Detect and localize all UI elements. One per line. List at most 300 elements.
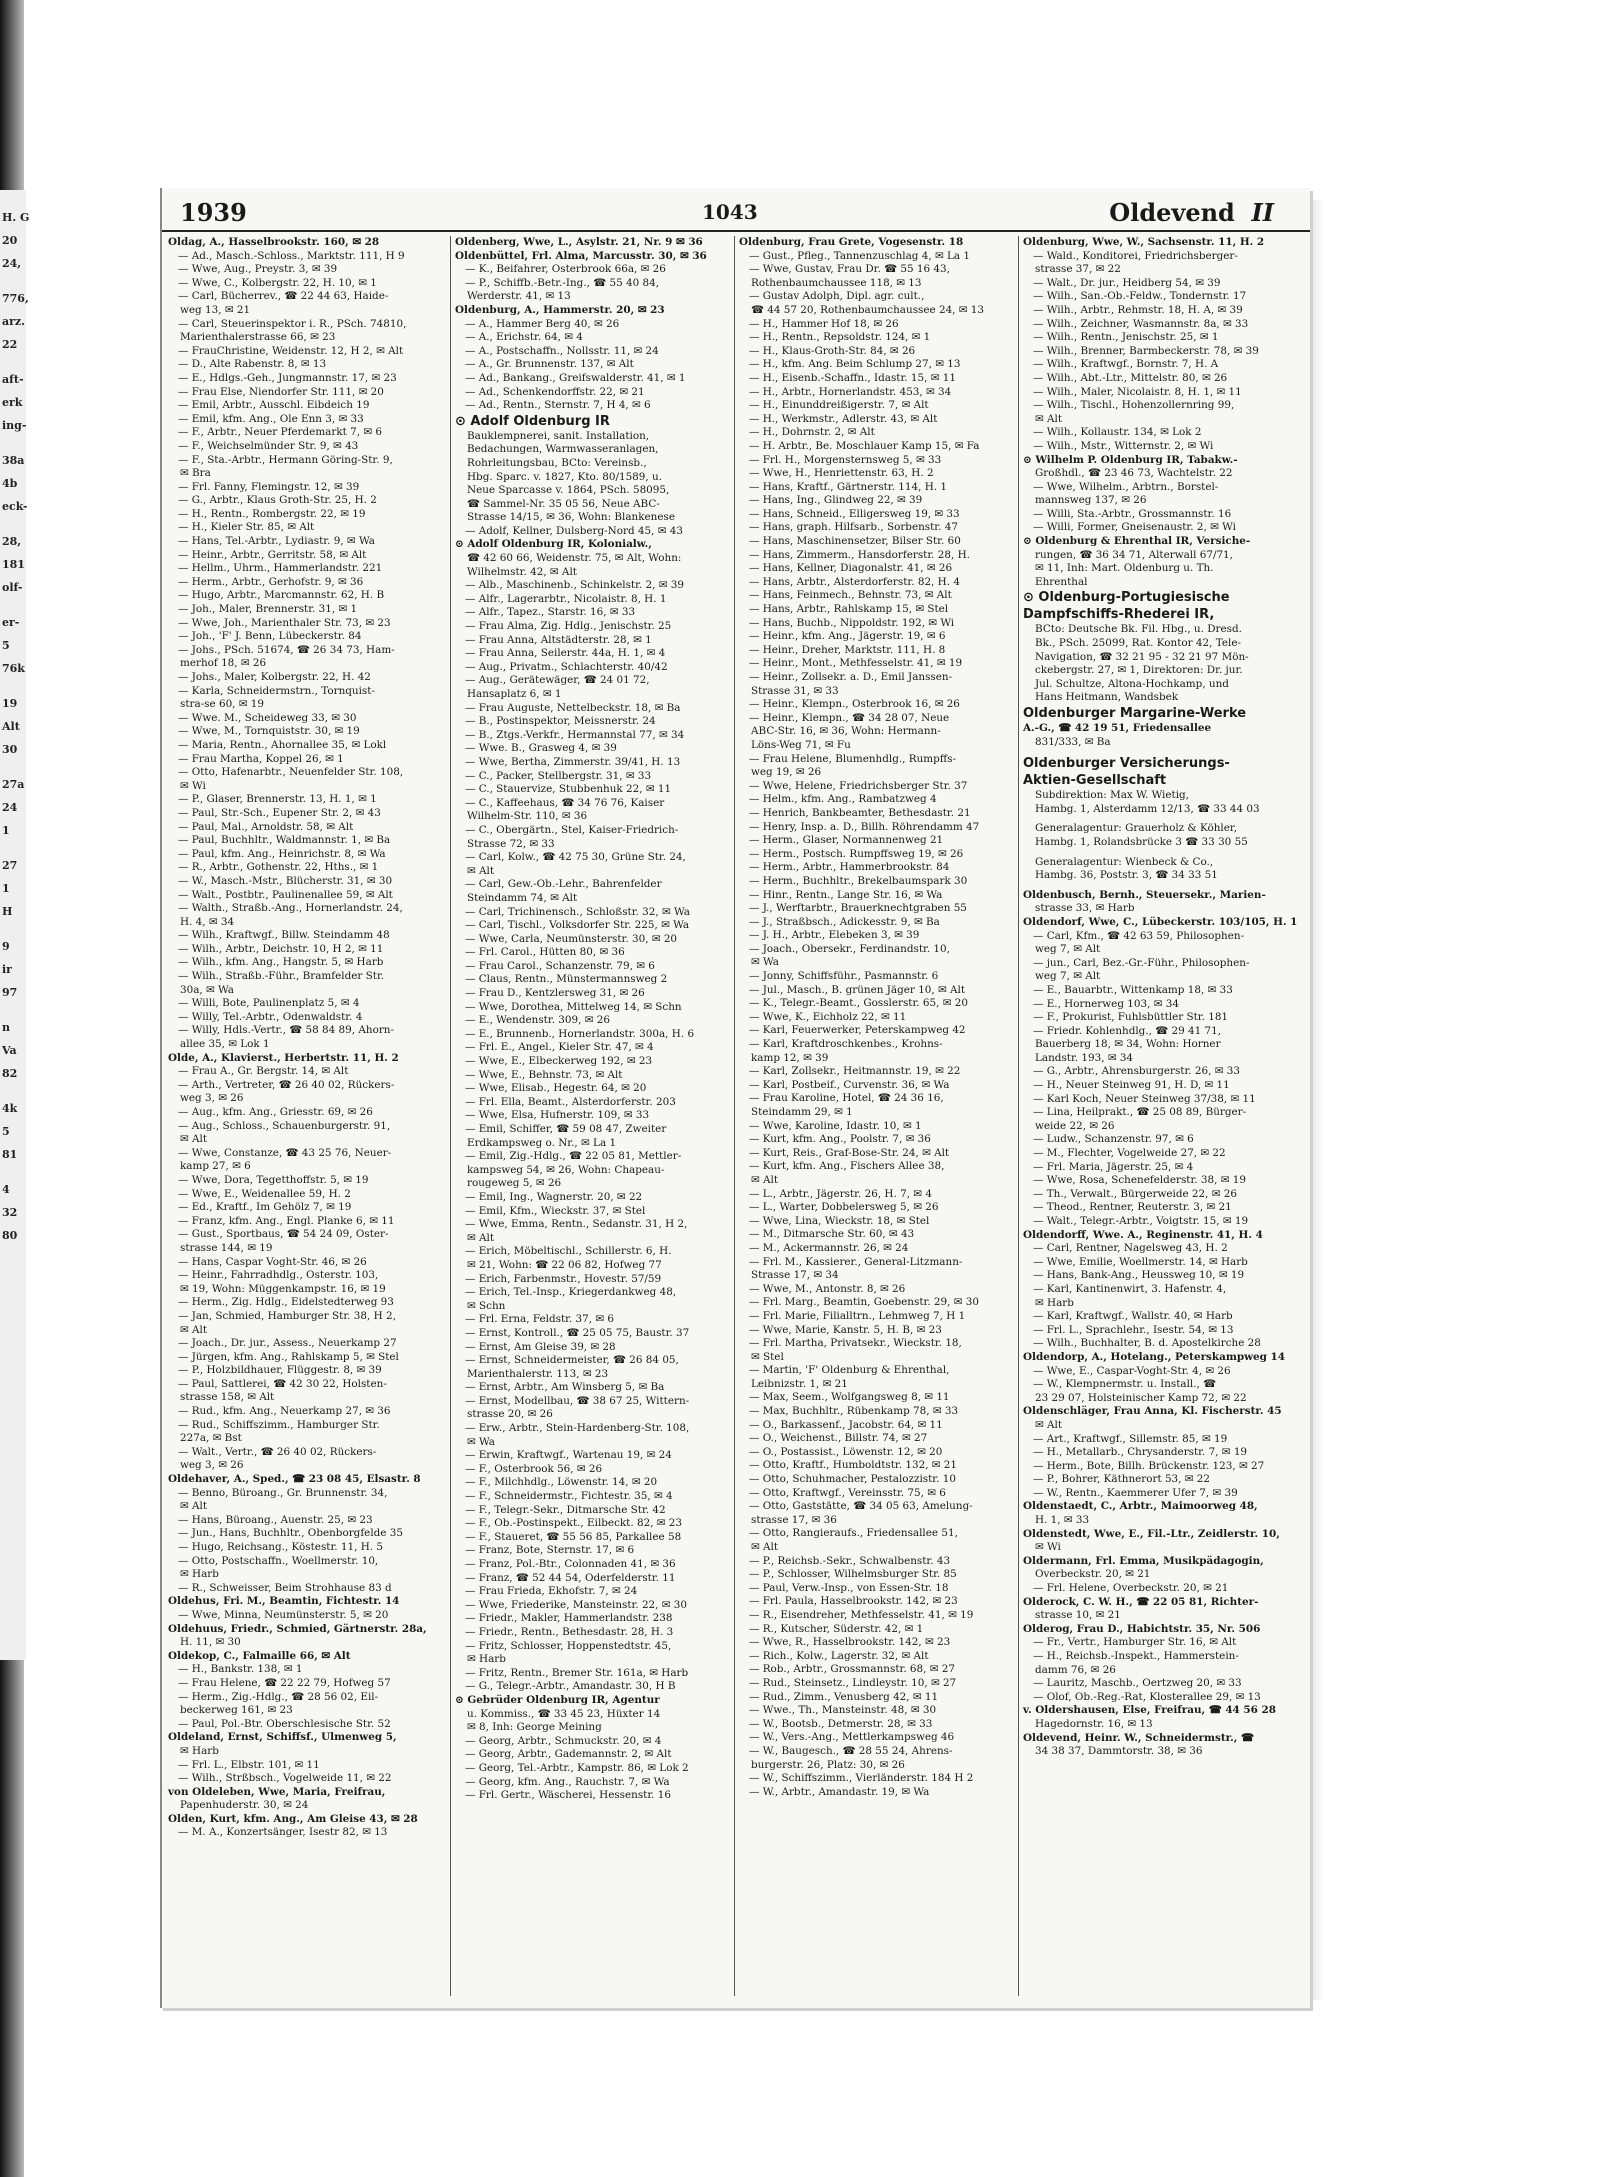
column-2 — [450, 236, 727, 1996]
directory-entry-line: Bk., PSch. 25099, Rat. Kontor 42, Tele- — [1035, 637, 1241, 650]
directory-entry-line: — Erich, Tel.-Insp., Kriegerdankweg 48, — [465, 1286, 677, 1299]
directory-entry-line: — E., Brunnenb., Hornerlandstr. 300a, H. 6 — [465, 1027, 695, 1040]
directory-entry-line: — Jan, Schmied, Hamburger Str. 38, H 2, — [178, 1309, 396, 1322]
directory-entry-line: — Otto, Rangieraufs., Friedensallee 51, — [749, 1527, 958, 1540]
directory-entry-line: — Aug., Privatm., Schlachterstr. 40/42 — [465, 660, 668, 673]
directory-entry-line: Bauerberg 18, ✉ 34, Wohn: Horner — [1035, 1038, 1221, 1051]
previous-page-fragment: 776, — [2, 292, 29, 305]
previous-page-fragment: 24 — [2, 801, 18, 814]
directory-entry-line: — Hans, Kellner, Diagonalstr. 41, ✉ 26 — [749, 562, 953, 575]
directory-entry-line: — Aug., Gerätewäger, ☎ 24 01 72, — [465, 674, 650, 687]
directory-entry-line: Oldenberg, Wwe, L., Asylstr. 21, Nr. 9 ✉ 36 — [455, 236, 703, 248]
previous-page-fragment: 24, — [2, 257, 22, 270]
directory-entry-line: — Frau Helene, Blumenhdlg., Rumpffs- — [749, 752, 957, 765]
directory-entry-line: Jul. Schultze, Altona-Hochkamp, und — [1035, 677, 1229, 690]
directory-entry-line: — J., Straßbsch., Adickesstr. 9, ✉ Ba — [749, 915, 940, 928]
previous-page-fragment: 19 — [2, 697, 18, 710]
directory-entry-line: — Herm., Buchhltr., Brekelbaumspark 30 — [749, 874, 968, 887]
directory-entry-line: Strasse 31, ✉ 33 — [751, 684, 839, 697]
directory-entry-line: v. Oldershausen, Else, Freifrau, ☎ 44 56 28 — [1023, 1704, 1276, 1717]
directory-entry-line: — Herm., Arbtr., Gerhofstr. 9, ✉ 36 — [178, 575, 364, 588]
directory-entry-line: Oldenstedt, Wwe, E., Fil.-Ltr., Zeidlerstr. 10, — [1023, 1527, 1280, 1540]
directory-entry-line: — F., Sta.-Arbtr., Hermann Göring-Str. 9, — [178, 453, 393, 466]
page-header — [162, 196, 1310, 232]
directory-entry-line: — Wwe, R., Hasselbrookstr. 142, ✉ 23 — [749, 1636, 951, 1649]
previous-page-fragment: 81 — [2, 1148, 18, 1161]
directory-entry-line: Bedachungen, Warmwasseranlagen, — [467, 443, 659, 456]
directory-entry-line: Olderog, Frau D., Habichtstr. 35, Nr. 506 — [1023, 1622, 1261, 1635]
directory-entry-line: Strasse 14/15, ✉ 36, Wohn: Blankenese — [467, 511, 675, 524]
directory-entry-line: kampsweg 54, ✉ 26, Wohn: Chapeau- — [467, 1163, 665, 1176]
directory-entry-line: — Frl. Erna, Feldstr. 37, ✉ 6 — [465, 1313, 614, 1326]
directory-entry-line: — Wilh., Kraftwgf., Billw. Steindamm 48 — [178, 929, 390, 942]
directory-entry-line: mannsweg 137, ✉ 26 — [1035, 494, 1147, 507]
directory-entry-line: — Fr., Vertr., Hamburger Str. 16, ✉ Alt — [1033, 1636, 1237, 1649]
directory-entry-line: — Ad., Schenkendorffstr. 22, ✉ 21 — [465, 385, 645, 398]
directory-entry-line: — Paul, Verw.-Insp., von Essen-Str. 18 — [749, 1581, 949, 1594]
directory-entry-line: — Franz, Bote, Sternstr. 17, ✉ 6 — [465, 1544, 635, 1557]
directory-entry-line: — Franz, ☎ 52 44 54, Oderfelderstr. 11 — [465, 1571, 676, 1584]
directory-entry-line: — H., Arbtr., Hornerlandstr. 453, ✉ 34 — [749, 385, 952, 398]
directory-entry-line: — Walt., Postbtr., Paulinenallee 59, ✉ Alt — [178, 888, 393, 901]
directory-entry-line: — C., Stauervize, Stubbenhuk 22, ✉ 11 — [465, 783, 672, 796]
directory-entry-line: — Hans, graph. Hilfsarb., Sorbenstr. 47 — [749, 521, 958, 534]
directory-entry-line: ✉ Bra — [180, 467, 211, 480]
directory-entry-line: — Frau Helene, ☎ 22 22 79, Hofweg 57 — [178, 1676, 391, 1689]
directory-entry-line: — Wwe, Lina, Wieckstr. 18, ✉ Stel — [749, 1214, 930, 1227]
directory-entry-line: — Hans, Maschinensetzer, Bilser Str. 60 — [749, 535, 961, 548]
directory-entry-line: — Karl, Kraftdroschkenbes., Krohns- — [749, 1038, 943, 1051]
directory-entry-line: — Max, Seem., Wolfgangsweg 8, ✉ 11 — [749, 1391, 950, 1404]
directory-entry-line: — Fritz, Rentn., Bremer Str. 161a, ✉ Harb — [465, 1666, 689, 1679]
directory-entry-line: rungen, ☎ 36 34 71, Alterwall 67/71, — [1035, 548, 1233, 561]
directory-entry-line: — Frl. Paula, Hasselbrookstr. 142, ✉ 23 — [749, 1595, 958, 1608]
directory-entry-line: — Herm., Glaser, Normannenweg 21 — [749, 834, 944, 847]
directory-entry-line: Olde, A., Klavierst., Herbertstr. 11, H. 2 — [168, 1051, 399, 1064]
directory-entry-line: — A., Erichstr. 64, ✉ 4 — [465, 331, 583, 344]
previous-page-fragment: eck- — [2, 500, 28, 513]
directory-entry-line: — Emil, Arbtr., Ausschl. Eibdeich 19 — [178, 399, 370, 412]
previous-page-fragment: arz. — [2, 315, 25, 328]
directory-entry-line: ✉ Harb — [467, 1653, 506, 1666]
directory-entry-line: — Hans, Ing., Glindweg 22, ✉ 39 — [749, 494, 923, 507]
running-head-name: Oldevend — [1109, 198, 1235, 227]
directory-entry-line: Papenhuderstr. 30, ✉ 24 — [180, 1799, 309, 1812]
directory-entry-line: — Carl, Tischl., Volksdorfer Str. 225, ✉ Wa — [465, 919, 690, 932]
directory-entry-line: — Wilh., Straßb.-Führ., Bramfelder Str. — [178, 970, 385, 983]
previous-page-fragment: 97 — [2, 986, 18, 999]
directory-entry-line: — Wilh., Arbtr., Deichstr. 10, H 2, ✉ 11 — [178, 942, 384, 955]
directory-entry-line: — Emil, Ing., Wagnerstr. 20, ✉ 22 — [465, 1190, 643, 1203]
directory-entry-line: — Georg, Arbtr., Schmuckstr. 20, ✉ 4 — [465, 1734, 662, 1747]
previous-page-fragment: 5 — [2, 1125, 10, 1138]
directory-entry-line: — H., Rentn., Rombergstr. 22, ✉ 19 — [178, 507, 366, 520]
directory-entry-line: — Wwe, Emilie, Woellmerstr. 14, ✉ Harb — [1033, 1255, 1248, 1268]
previous-page-fragment: erk — [2, 396, 23, 409]
directory-entry-line: — J. H., Arbtr., Elebeken 3, ✉ 39 — [749, 929, 920, 942]
directory-entry-line: — Claus, Rentn., Münstermannsweg 2 — [465, 973, 668, 986]
directory-entry-line: — Rich., Kolw., Lagerstr. 32, ✉ Alt — [749, 1649, 929, 1662]
directory-entry-line: — Wilh., Kollaustr. 134, ✉ Lok 2 — [1033, 426, 1202, 439]
directory-entry-line: — Benno, Büroang., Gr. Brunnenstr. 34, — [178, 1486, 388, 1499]
directory-entry-line: strasse 10, ✉ 21 — [1035, 1609, 1121, 1622]
directory-entry-line: beckerweg 161, ✉ 23 — [180, 1704, 293, 1717]
directory-entry-line: — L., Warter, Dobbelersweg 5, ✉ 26 — [749, 1201, 939, 1214]
directory-entry-line: strasse 37, ✉ 22 — [1035, 263, 1121, 276]
directory-entry-line: BCto: Deutsche Bk. Fil. Hbg., u. Dresd. — [1035, 623, 1242, 636]
directory-entry-line: — Karl, Postbeif., Curvenstr. 36, ✉ Wa — [749, 1078, 950, 1091]
directory-entry-line: — K., Beifahrer, Osterbrook 66a, ✉ 26 — [465, 263, 666, 276]
directory-entry-line: ✉ Harb — [180, 1568, 219, 1581]
directory-entry-line: Olden, Kurt, kfm. Ang., Am Gleise 43, ✉ 28 — [168, 1812, 418, 1825]
directory-entry-line: — Wilh., Kraftwgf., Bornstr. 7, H. A — [1033, 358, 1219, 371]
directory-entry-line: ✉ Alt — [467, 1231, 495, 1244]
directory-entry-line: — H., Klaus-Groth-Str. 84, ✉ 26 — [749, 344, 916, 357]
directory-entry-line: merhof 18, ✉ 26 — [180, 657, 267, 670]
directory-entry-line: — Wwe, Dora, Tegetthoffstr. 5, ✉ 19 — [178, 1173, 369, 1186]
directory-entry-line: — G., Arbtr., Ahrensburgerstr. 26, ✉ 33 — [1033, 1065, 1240, 1078]
directory-entry-line: H. 1, ✉ 33 — [1035, 1514, 1090, 1527]
directory-entry-line: — Karla, Schneidermstrn., Tornquist- — [178, 684, 375, 697]
directory-entry-line: — Willi, Bote, Paulinenplatz 5, ✉ 4 — [178, 997, 360, 1010]
directory-entry-line: — Otto, Kraftf., Humboldtstr. 132, ✉ 21 — [749, 1459, 958, 1472]
directory-entry-line: — Ernst, Arbtr., Am Winsberg 5, ✉ Ba — [465, 1381, 665, 1394]
directory-entry-line: — Wilh., Rentn., Jenischstr. 25, ✉ 1 — [1033, 331, 1219, 344]
directory-entry-line: — Ad., Bankang., Greifswalderstr. 41, ✉ 1 — [465, 371, 686, 384]
directory-entry-line: Hagedornstr. 16, ✉ 13 — [1035, 1717, 1153, 1730]
directory-entry-line: Werderstr. 41, ✉ 13 — [467, 290, 571, 303]
previous-page-fragment: H — [2, 905, 13, 918]
directory-entry-line: — Hugo, Reichsang., Köstestr. 11, H. 5 — [178, 1541, 383, 1553]
directory-entry-line: — Maria, Rentn., Ahornallee 35, ✉ Lokl — [178, 738, 387, 751]
directory-entry-line: ✉ Alt — [180, 1500, 208, 1513]
directory-entry-line: — Wwe., Th., Mansteinstr. 48, ✉ 30 — [749, 1704, 937, 1717]
directory-entry-line: — Georg, Tel.-Arbtr., Kampstr. 86, ✉ Lok 2 — [465, 1761, 689, 1774]
directory-entry-line: Rothenbaumchaussee 118, ✉ 13 — [751, 276, 922, 289]
directory-entry-line: — Hans, Tel.-Arbtr., Lydiastr. 9, ✉ Wa — [178, 535, 375, 548]
directory-entry-line: Marienthalerstrasse 66, ✉ 23 — [180, 331, 336, 344]
directory-entry-line: H. 4, ✉ 34 — [180, 915, 235, 928]
directory-entry-line: strasse 17, ✉ 36 — [751, 1513, 837, 1526]
directory-entry-line: Oldenburger Versicherungs- — [1023, 756, 1230, 772]
directory-entry-line: — Carl, Rentner, Nagelsweg 43, H. 2 — [1033, 1242, 1228, 1255]
directory-entry-line: — O., Weichenst., Billstr. 74, ✉ 27 — [749, 1432, 928, 1445]
directory-entry-line: Oldenburg, Frau Grete, Vogesenstr. 18 — [739, 236, 964, 248]
directory-entry-line: — Frl. Fanny, Flemingstr. 12, ✉ 39 — [178, 480, 360, 493]
directory-entry-line: damm 76, ✉ 26 — [1035, 1663, 1116, 1676]
directory-entry-line: — Helm., kfm. Ang., Rambatzweg 4 — [749, 793, 937, 806]
directory-entry-line: — Joach., Obersekr., Ferdinandstr. 10, — [749, 942, 950, 955]
directory-entry-line: — Max, Buchhltr., Rübenkamp 78, ✉ 33 — [749, 1405, 959, 1418]
directory-entry-line: — A., Gr. Brunnenstr. 137, ✉ Alt — [465, 358, 634, 371]
directory-entry-line: — Lauritz, Maschb., Oertzweg 20, ✉ 33 — [1033, 1677, 1242, 1690]
directory-entry-line: — Carl, Steuerinspektor i. R., PSch. 74810, — [178, 317, 407, 330]
directory-entry-line: — Olof, Ob.-Reg.-Rat, Klosterallee 29, ✉ 13 — [1033, 1690, 1261, 1703]
directory-entry-line: — A., Hammer Berg 40, ✉ 26 — [465, 317, 620, 330]
directory-entry-line: Generalagentur: Wienbeck & Co., — [1035, 855, 1214, 868]
directory-entry-line: — Emil, Schiffer, ☎ 59 08 47, Zweiter — [465, 1123, 667, 1135]
directory-entry-line: Neue Sparcasse v. 1864, PSch. 58095, — [467, 484, 670, 497]
directory-entry-line: — Karl, Feuerwerker, Peterskampweg 42 — [749, 1024, 966, 1037]
directory-entry-line: ✉ Schn — [467, 1299, 506, 1312]
directory-entry-line: — H., Rentn., Repsoldstr. 124, ✉ 1 — [749, 331, 931, 344]
directory-entry-line: — Carl, Kfm., ☎ 42 63 59, Philosophen- — [1033, 929, 1245, 942]
directory-entry-line: — Hans, Feinmech., Behnstr. 73, ✉ Alt — [749, 589, 952, 602]
directory-entry-line: — Paul, Buchhltr., Waldmannstr. 1, ✉ Ba — [178, 834, 391, 847]
directory-entry-line: Oldenstaedt, C., Arbtr., Maimoorweg 48, — [1023, 1500, 1258, 1513]
directory-entry-line: Oldehus, Fri. M., Beamtin, Fichtestr. 14 — [168, 1595, 400, 1608]
directory-entry-line: ✉ 21, Wohn: ☎ 22 06 82, Hofweg 77 — [467, 1258, 662, 1271]
directory-entry-line: — Emil, Zig.-Hdlg., ☎ 22 05 81, Mettler- — [465, 1150, 682, 1163]
directory-entry-line: — Wwe, E., Caspar-Voght-Str. 4, ✉ 26 — [1033, 1364, 1231, 1377]
previous-page-fragment: 30 — [2, 743, 18, 756]
directory-entry-line: — Wilh., Buchhalter, B. d. Apostelkirche 28 — [1033, 1337, 1261, 1350]
previous-page-fragment: 5 — [2, 639, 10, 652]
column-1 — [168, 236, 444, 1996]
previous-page-fragment: ing- — [2, 419, 27, 432]
directory-entry-line: u. Kommiss., ☎ 33 45 23, Hüxter 14 — [467, 1707, 661, 1720]
column-4 — [1018, 236, 1299, 1996]
directory-entry-line: weg 19, ✉ 26 — [751, 766, 822, 779]
directory-entry-line: — Frl. Marg., Beamtin, Goebenstr. 29, ✉ 30 — [749, 1296, 979, 1309]
previous-page-fragment: 4 — [2, 1183, 10, 1196]
directory-entry-line: — Heinr., Klempn., ☎ 34 28 07, Neue — [749, 711, 950, 724]
directory-entry-line: — Wwe, Wilhelm., Arbtrn., Borstel- — [1033, 480, 1219, 493]
directory-entry-line: — W., Masch.-Mstr., Blücherstr. 31, ✉ 30 — [178, 874, 393, 887]
directory-entry-line: — Aug., Schloss., Schauenburgerstr. 91, — [178, 1119, 391, 1132]
directory-entry-line: ☎ Sammel-Nr. 35 05 56, Neue ABC- — [467, 497, 660, 510]
previous-page-fragment: 181 — [2, 558, 25, 571]
previous-page-edge — [0, 190, 30, 1660]
directory-entry-line: ⊙ Gebrüder Oldenburg IR, Agentur — [455, 1693, 660, 1706]
directory-entry-line: — Heinr., kfm. Ang., Jägerstr. 19, ✉ 6 — [749, 630, 946, 643]
directory-entry-line: — Erwin, Kraftwgf., Wartenau 19, ✉ 24 — [465, 1449, 672, 1462]
directory-entry-line: — Frl. Marie, Filialltrn., Lehmweg 7, H 1 — [749, 1309, 966, 1322]
directory-entry-line: — H., kfm. Ang. Beim Schlump 27, ✉ 13 — [749, 358, 961, 371]
directory-entry-line: weide 22, ✉ 26 — [1035, 1119, 1115, 1132]
directory-entry-line: Steindamm 74, ✉ Alt — [467, 891, 578, 904]
directory-entry-line: — Wwe, Emma, Rentn., Sedanstr. 31, H 2, — [465, 1218, 688, 1231]
directory-entry-line: — Rob., Arbtr., Grossmannstr. 68, ✉ 27 — [749, 1663, 955, 1676]
directory-entry-line: — Lina, Heilprakt., ☎ 25 08 89, Bürger- — [1033, 1106, 1247, 1119]
page-number: 1043 — [702, 200, 758, 224]
directory-entry-line: — M., Ackermannstr. 26, ✉ 24 — [749, 1241, 909, 1254]
directory-entry-line: — H. Arbtr., Be. Moschlauer Kamp 15, ✉ Fa — [749, 439, 980, 452]
directory-entry-line: — P., Holzbildhauer, Flüggestr. 8, ✉ 39 — [178, 1364, 382, 1377]
previous-page-fragment: 32 — [2, 1206, 18, 1219]
directory-entry-line: ✉ Alt — [751, 1541, 779, 1553]
directory-entry-line: ✉ Wa — [751, 956, 779, 969]
previous-page-fragment: aft- — [2, 373, 24, 386]
directory-entry-line: — D., Alte Rabenstr. 8, ✉ 13 — [178, 358, 327, 371]
directory-entry-line: — Johs., Maler, Kolbergstr. 22, H. 42 — [178, 671, 371, 683]
directory-entry-line: — Frl. Maria, Jägerstr. 25, ✉ 4 — [1033, 1160, 1194, 1173]
directory-entry-line: ✉ Harb — [180, 1744, 219, 1757]
directory-entry-line: ⊙ Oldenburg & Ehrenthal IR, Versiche- — [1023, 535, 1251, 548]
directory-entry-line: — Henry, Insp. a. D., Billh. Röhrendamm 47 — [749, 820, 980, 833]
directory-entry-line: — P., Reichsb.-Sekr., Schwalbenstr. 43 — [749, 1554, 951, 1567]
directory-entry-line: — Heinr., Dreher, Marktstr. 111, H. 8 — [749, 643, 946, 656]
directory-entry-line: allee 35, ✉ Lok 1 — [180, 1038, 270, 1051]
directory-entry-line: — W., Baugesch., ☎ 28 55 24, Ahrens- — [749, 1744, 953, 1757]
running-head — [1109, 198, 1274, 227]
previous-page-fragment: 1 — [2, 882, 10, 895]
directory-entry-line: — H., Werkmstr., Adlerstr. 43, ✉ Alt — [749, 412, 938, 425]
directory-entry-line: — Otto, Postschaffn., Woellmerstr. 10, — [178, 1554, 379, 1567]
directory-entry-line: — Frau Else, Niendorfer Str. 111, ✉ 20 — [178, 385, 384, 398]
directory-entry-line: — Karl, Kraftwgf., Wallstr. 40, ✉ Harb — [1033, 1310, 1233, 1323]
directory-entry-line: Oldenbusch, Bernh., Steuersekr., Marien- — [1023, 888, 1266, 901]
directory-entry-line: — Gust., Pfleg., Tannenzuschlag 4, ✉ La 1 — [749, 249, 970, 262]
directory-entry-line: 831/333, ✉ Ba — [1035, 735, 1111, 748]
directory-entry-line: Oldehaver, A., Sped., ☎ 23 08 45, Elsastr. 8 — [168, 1473, 421, 1486]
directory-entry-line: — Wilh., Maler, Nicolaistr. 8, H. 1, ✉ 11 — [1033, 385, 1242, 398]
directory-entry-line: H. 11, ✉ 30 — [180, 1636, 241, 1649]
directory-entry-line: von Oldeleben, Wwe, Maria, Freifrau, — [168, 1785, 386, 1798]
directory-entry-line: — Wilh., Abt.-Ltr., Mittelstr. 80, ✉ 26 — [1033, 371, 1228, 384]
directory-entry-line: ✉ 19, Wohn: Müggenkampstr. 16, ✉ 19 — [180, 1282, 386, 1295]
directory-entry-line: weg 3, ✉ 26 — [180, 1459, 244, 1472]
directory-entry-line: — FrauChristine, Weidenstr. 12, H 2, ✉ Alt — [178, 344, 404, 357]
directory-entry-line: — Frau Anna, Seilerstr. 44a, H. 1, ✉ 4 — [465, 647, 666, 660]
directory-entry-line: — O., Barkassenf., Jacobstr. 64, ✉ 11 — [749, 1418, 943, 1431]
directory-entry-line: — Alb., Maschinenb., Schinkelstr. 2, ✉ 39 — [465, 579, 684, 592]
directory-entry-line: — Adolf, Kellner, Dulsberg-Nord 45, ✉ 43 — [465, 524, 683, 537]
directory-entry-line: — Paul, kfm. Ang., Heinrichstr. 8, ✉ Wa — [178, 847, 386, 860]
directory-entry-line: Oldenburg, A., Hammerstr. 20, ✉ 23 — [455, 303, 665, 316]
directory-entry-line: kamp 12, ✉ 39 — [751, 1051, 829, 1064]
directory-entry-line: Olderock, C. W. H., ☎ 22 05 81, Richter- — [1023, 1595, 1259, 1608]
directory-entry-line: weg 3, ✉ 26 — [180, 1092, 244, 1105]
directory-entry-line: — Kurt, kfm. Ang., Poolstr. 7, ✉ 36 — [749, 1133, 931, 1146]
directory-entry-line: — Wwe, Bertha, Zimmerstr. 39/41, H. 13 — [465, 755, 681, 768]
directory-entry-line: Großhdl., ☎ 23 46 73, Wachtelstr. 22 — [1035, 467, 1233, 480]
previous-page-fragment: n — [2, 1021, 10, 1034]
directory-entry-line: — Wilh., kfm. Ang., Hangstr. 5, ✉ Harb — [178, 956, 384, 969]
directory-entry-line: ✉ Alt — [751, 1173, 779, 1186]
directory-entry-line: — Hans, Buchb., Nippoldstr. 192, ✉ Wi — [749, 616, 955, 629]
directory-entry-line: weg 7, ✉ Alt — [1035, 943, 1101, 956]
directory-entry-line: — Hellm., Uhrm., Hammerlandstr. 221 — [178, 562, 383, 575]
directory-entry-line: — Joh., Maler, Brennerstr. 31, ✉ 1 — [178, 603, 358, 616]
directory-entry-line: — Frau Frieda, Ekhofstr. 7, ✉ 24 — [465, 1585, 638, 1598]
directory-entry-line: — Martin, 'F' Oldenburg & Ehrenthal, — [749, 1364, 950, 1377]
directory-entry-line: Oldendorff, Wwe. A., Reginenstr. 41, H. 4 — [1023, 1228, 1263, 1241]
directory-entry-line: — Wwe, Elisab., Hegestr. 64, ✉ 20 — [465, 1082, 647, 1095]
directory-entry-line: — Wilh., Brenner, Barmbeckerstr. 78, ✉ 39 — [1033, 344, 1259, 357]
directory-entry-line: — F., Milchhdlg., Löwenstr. 14, ✉ 20 — [465, 1476, 658, 1489]
directory-entry-line: — Frau Auguste, Nettelbeckstr. 18, ✉ Ba — [465, 701, 681, 714]
directory-entry-line: — Kurt, Reis., Graf-Bose-Str. 24, ✉ Alt — [749, 1146, 950, 1159]
directory-entry-line: ⊙ Adolf Oldenburg IR — [455, 413, 610, 429]
directory-entry-line: — R., Kutscher, Süderstr. 42, ✉ 1 — [749, 1622, 924, 1635]
previous-page-fragment: 4b — [2, 477, 18, 490]
directory-entry-line: — Joh., 'F' J. Benn, Lübeckerstr. 84 — [178, 630, 362, 643]
directory-entry-line: — F., Prokurist, Fuhlsbüttler Str. 181 — [1033, 1011, 1229, 1024]
previous-page-fragment: 27 — [2, 859, 18, 872]
directory-entry-line: — Willi, Sta.-Arbtr., Grossmannstr. 16 — [1033, 507, 1232, 520]
directory-entry-line: — Herm., Postsch. Rumpffsweg 19, ✉ 26 — [749, 847, 964, 860]
directory-entry-line: — Wwe, Dorothea, Mittelweg 14, ✉ Schn — [465, 1000, 682, 1013]
directory-entry-line: — Wilh., Tischl., Hohenzollernring 99, — [1033, 399, 1235, 412]
directory-entry-line: — W., Vers.-Ang., Mettlerkampsweg 46 — [749, 1731, 955, 1744]
directory-entry-line: — W., Arbtr., Amandastr. 19, ✉ Wa — [749, 1785, 930, 1798]
directory-entry-line: — Joach., Dr. jur., Assess., Neuerkamp 27 — [178, 1337, 397, 1350]
previous-page-fragment: 9 — [2, 940, 10, 953]
directory-entry-line: — Frau Anna, Altstädterstr. 28, ✉ 1 — [465, 633, 652, 646]
directory-entry-line: — Wwe. B., Grasweg 4, ✉ 39 — [465, 742, 617, 755]
directory-entry-line: Overbeckstr. 20, ✉ 21 — [1035, 1568, 1151, 1581]
directory-entry-line: — C., Obergärtn., Stel, Kaiser-Friedrich- — [465, 823, 679, 836]
directory-entry-line: — Heinr., Klempn., Osterbrook 16, ✉ 26 — [749, 698, 960, 711]
directory-entry-line: burgerstr. 26, Platz: 30, ✉ 26 — [751, 1758, 905, 1771]
directory-entry-line: — Frau Alma, Zig. Hdlg., Jenischstr. 25 — [465, 620, 672, 633]
directory-entry-line: Hans Heitmann, Wandsbek — [1035, 691, 1179, 704]
directory-entry-line: — F., Schneidermstr., Fichtestr. 35, ✉ 4 — [465, 1490, 673, 1503]
directory-entry-line: — H., Reichsb.-Inspekt., Hammerstein- — [1033, 1650, 1239, 1662]
directory-entry-line: — Friedr., Rentn., Bethesdastr. 28, H. 3 — [465, 1625, 674, 1638]
directory-entry-line: Rohrleitungsbau, BCto: Vereinsb., — [467, 456, 647, 469]
directory-entry-line: — Carl, Trichinensch., Schloßstr. 32, ✉ Wa — [465, 905, 690, 918]
directory-entry-line: — M., Ditmarsche Str. 60, ✉ 43 — [749, 1228, 915, 1241]
directory-entry-line: — Herm., Arbtr., Hammerbrookstr. 84 — [749, 861, 950, 874]
directory-entry-line: rougeweg 5, ✉ 26 — [467, 1177, 562, 1190]
directory-entry-line: Oldenschläger, Frau Anna, Kl. Fischerstr. 45 — [1023, 1405, 1282, 1418]
directory-entry-line: — Rud., kfm. Ang., Neuerkamp 27, ✉ 36 — [178, 1405, 391, 1418]
directory-entry-line: Löns-Weg 71, ✉ Fu — [751, 738, 851, 751]
directory-entry-line: — Willy, Tel.-Arbtr., Odenwaldstr. 4 — [178, 1010, 363, 1023]
directory-entry-line: — Frl. L., Elbstr. 101, ✉ 11 — [178, 1758, 320, 1771]
directory-entry-line: ✉ Stel — [751, 1350, 784, 1363]
directory-entry-line: — Wwe, Minna, Neumünsterstr. 5, ✉ 20 — [178, 1608, 389, 1621]
directory-entry-line: — H., Kieler Str. 85, ✉ Alt — [178, 521, 315, 534]
directory-entry-line: — Jul., Masch., B. grünen Jäger 10, ✉ Alt — [749, 983, 966, 996]
directory-entry-line: ✉ 8, Inh: George Meining — [467, 1721, 602, 1734]
directory-entry-line: — Herm., Zig.-Hdlg., ☎ 28 56 02, Eil- — [178, 1690, 379, 1703]
directory-entry-line: ✉ Alt — [467, 864, 495, 877]
directory-entry-line: — Willy, Hdls.-Vertr., ☎ 58 84 89, Ahorn- — [178, 1024, 394, 1037]
directory-entry-line: ✉ Alt — [180, 1323, 208, 1336]
directory-entry-line: — J., Werftarbtr., Brauerknechtgraben 55 — [749, 902, 967, 915]
directory-entry-line: Aktien-Gesellschaft — [1023, 773, 1167, 789]
directory-entry-line: Strasse 17, ✉ 34 — [751, 1269, 839, 1282]
directory-entry-line: — Rud., Zimm., Venusberg 42, ✉ 11 — [749, 1690, 939, 1703]
directory-entry-line: — Wwe, Marie, Kanstr. 5, H. B, ✉ 23 — [749, 1323, 942, 1336]
directory-entry-line: — Wwe, Karoline, Idastr. 10, ✉ 1 — [749, 1119, 922, 1132]
directory-entry-line: ✉ Alt — [1035, 1418, 1063, 1431]
directory-entry-line: — Henrich, Bankbeamter, Bethesdastr. 21 — [749, 806, 971, 819]
directory-entry-line: — Hans, Caspar Voght-Str. 46, ✉ 26 — [178, 1255, 367, 1268]
directory-entry-line: — Otto, Hafenarbtr., Neuenfelder Str. 108, — [178, 766, 404, 779]
directory-page — [160, 188, 1310, 2008]
directory-entry-line: — M. A., Konzertsänger, Isestr 82, ✉ 13 — [178, 1826, 388, 1839]
directory-entry-line: — F., Weichselmünder Str. 9, ✉ 43 — [178, 439, 359, 452]
directory-entry-line: — Frl. E., Angel., Kieler Str. 47, ✉ 4 — [465, 1041, 654, 1054]
directory-entry-line: — Wwe, K., Eichholz 22, ✉ 11 — [749, 1010, 907, 1023]
directory-entry-line: ✉ Harb — [1035, 1296, 1074, 1309]
directory-entry-line: — F., Ob.-Postinspekt., Eilbeckt. 82, ✉ 23 — [465, 1517, 683, 1530]
directory-entry-line: — Jun., Hans, Buchhltr., Obenborgfelde 35 — [178, 1527, 403, 1540]
directory-entry-line: — Ed., Kraftf., Im Gehölz 7, ✉ 19 — [178, 1201, 352, 1214]
directory-entry-line: — Wwe, Joh., Marienthaler Str. 73, ✉ 23 — [178, 616, 391, 629]
directory-entry-line: — Ernst, Am Gleise 39, ✉ 28 — [465, 1340, 616, 1353]
directory-entry-line: — Frl. L., Sprachlehr., Isestr. 54, ✉ 13 — [1033, 1323, 1234, 1336]
directory-entry-line: 227a, ✉ Bst — [180, 1432, 242, 1445]
directory-entry-line: — W., Bootsb., Detmerstr. 28, ✉ 33 — [749, 1717, 933, 1730]
directory-entry-line: — Wilh., Zeichner, Wasmannstr. 8a, ✉ 33 — [1033, 317, 1249, 330]
previous-page-fragment: ir — [2, 963, 12, 976]
directory-entry-line: — Frau Carol., Schanzenstr. 79, ✉ 6 — [465, 959, 655, 972]
